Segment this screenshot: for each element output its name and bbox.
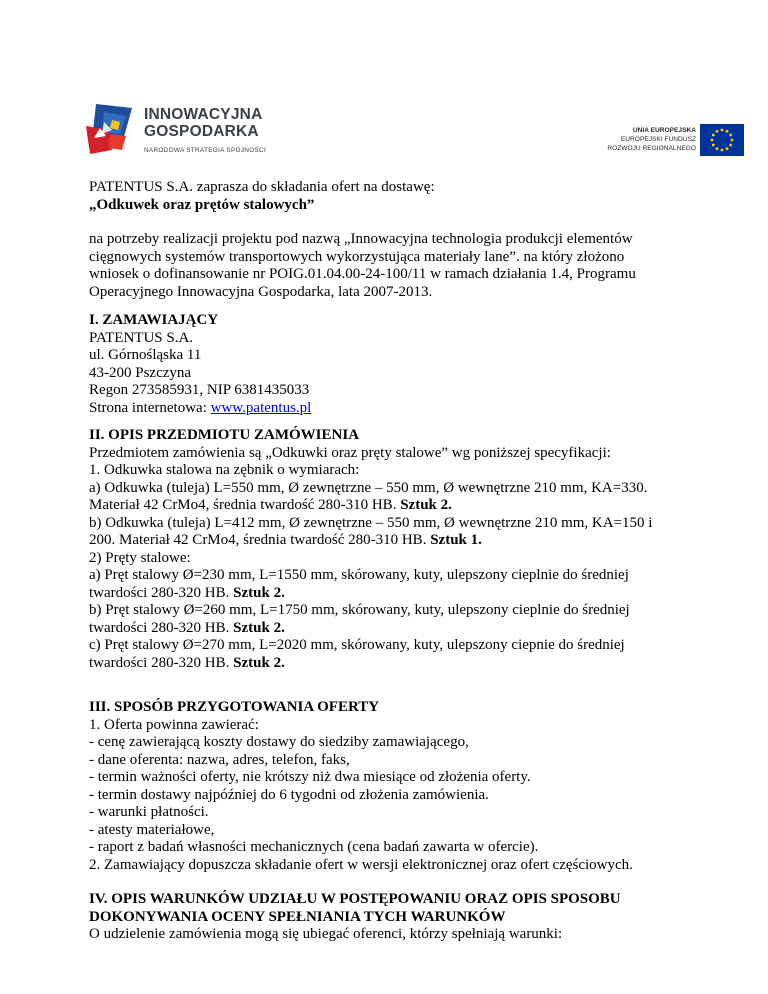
spec-line: 200. Materiał 42 CrMo4, średnia twardość 280-310 HB. Sztuk 1. bbox=[89, 532, 482, 548]
spec-line: twardości 280-320 HB. Sztuk 2. bbox=[89, 584, 285, 601]
section-warunki-udzialu bbox=[89, 891, 689, 944]
offer-line: - atesty materiałowe, bbox=[89, 821, 215, 838]
eu-flag-icon bbox=[700, 124, 744, 156]
section-heading: IV. OPIS WARUNKÓW UDZIAŁU W POSTĘPOWANIU ORAZ OPIS SPOSOBU bbox=[89, 891, 621, 907]
address-line: 43-200 Pszczyna bbox=[89, 364, 192, 381]
section-zamawiajacy bbox=[89, 312, 689, 417]
project-line: cięgnowych systemów transportowych wykorzystująca materiały lane”. na który złożono bbox=[89, 248, 625, 265]
website-link[interactable]: www.patentus.pl bbox=[210, 399, 312, 416]
ig-emblem-icon bbox=[82, 100, 140, 160]
offer-line: - warunki płatności. bbox=[89, 804, 209, 820]
spec-line: Przedmiotem zamówienia są „Odkuwki oraz pręty stalowe” wg poniższej specyfikacji: bbox=[89, 444, 611, 461]
project-line: na potrzeby realizacji projektu pod nazwą „Innowacyjna technologia produkcji elementów bbox=[89, 231, 633, 247]
address-line: ul. Górnośląska 11 bbox=[89, 347, 202, 363]
spec-line: b) Odkuwka (tuleja) L=412 mm, Ø zewnętrzne – 550 mm, Ø wewnętrzne 210 mm, KA=150 i bbox=[89, 514, 653, 531]
spec-line: a) Odkuwka (tuleja) L=550 mm, Ø zewnętrzne – 550 mm, Ø wewnętrzne 210 mm, KA=330. bbox=[89, 479, 648, 496]
section-heading: I. ZAMAWIAJĄCY bbox=[89, 312, 219, 328]
section-heading: III. SPOSÓB PRZYGOTOWANIA OFERTY bbox=[89, 699, 380, 715]
intro-block bbox=[89, 179, 689, 214]
address-line: Regon 273585931, NIP 6381435033 bbox=[89, 382, 310, 398]
ig-logo-title: INNOWACYJNA GOSPODARKA bbox=[144, 106, 263, 140]
offer-line: 2. Zamawiający dopuszcza składanie ofert w wersji elektronicznej oraz ofert częściowych. bbox=[89, 856, 633, 873]
offer-line: 1. Oferta powinna zawierać: bbox=[89, 716, 259, 733]
offer-line: - dane oferenta: nazwa, adres, telefon, faks, bbox=[89, 751, 350, 768]
project-description bbox=[89, 231, 689, 301]
section-sposob-przygotowania bbox=[89, 699, 689, 874]
project-line: Operacyjnego Innowacyjna Gospodarka, lata 2007-2013. bbox=[89, 283, 433, 300]
section-heading: DOKONYWANIA OCENY SPEŁNIANIA TYCH WARUNKÓW bbox=[89, 908, 506, 925]
conditions-line: O udzielenie zamówienia mogą się ubiegać oferenci, którzy spełniają warunki: bbox=[89, 926, 563, 942]
offer-line: - termin ważności oferty, nie krótszy niż dwa miesiące od złożenia oferty. bbox=[89, 769, 531, 785]
spec-line: b) Pręt stalowy Ø=260 mm, L=1750 mm, skórowany, kuty, ulepszony cieplnie do średniej bbox=[89, 602, 630, 618]
innowacyjna-gospodarka-logo bbox=[82, 100, 272, 164]
section-heading: II. OPIS PRZEDMIOTU ZAMÓWIENIA bbox=[89, 427, 360, 443]
spec-line: Materiał 42 CrMo4, średnia twardość 280-310 HB. Sztuk 2. bbox=[89, 497, 452, 513]
spec-line: a) Pręt stalowy Ø=230 mm, L=1550 mm, skórowany, kuty, ulepszony cieplnie do średniej bbox=[89, 567, 629, 583]
project-line: wniosek o dofinansowanie nr POIG.01.04.00-24-100/11 w ramach działania 1.4, Programu bbox=[89, 266, 636, 282]
address-line: PATENTUS S.A. bbox=[89, 329, 194, 346]
spec-line: twardości 280-320 HB. Sztuk 2. bbox=[89, 654, 285, 671]
spec-line: c) Pręt stalowy Ø=270 mm, L=2020 mm, skórowany, kuty, ulepszony ciepnie do średniej bbox=[89, 637, 625, 653]
tender-title: „Odkuwek oraz prętów stalowych” bbox=[89, 196, 315, 213]
ig-logo-subtitle: NARODOWA STRATEGIA SPÓJNOŚCI bbox=[144, 147, 267, 154]
spec-line: 1. Odkuwka stalowa na zębnik o wymiarach: bbox=[89, 462, 360, 478]
eu-logo-text: UNIA EUROPEJSKA EUROPEJSKI FUNDUSZ ROZWOJU REGIONALNEGO bbox=[607, 127, 696, 152]
website-line: Strona internetowa: www.patentus.pl bbox=[89, 399, 312, 416]
offer-line: - raport z badań własności mechanicznych (cena badań zawarta w ofercie). bbox=[89, 839, 539, 855]
offer-line: - termin dostawy najpóźniej do 6 tygodni od złożenia zamówienia. bbox=[89, 786, 489, 803]
offer-line: - cenę zawierającą koszty dostawy do siedziby zamawiającego, bbox=[89, 734, 469, 750]
spec-line: 2) Pręty stalowe: bbox=[89, 549, 191, 566]
section-opis-przedmiotu bbox=[89, 427, 689, 672]
spec-line: twardości 280-320 HB. Sztuk 2. bbox=[89, 619, 285, 636]
eu-logo bbox=[584, 124, 744, 160]
intro-line: PATENTUS S.A. zaprasza do składania ofert na dostawę: bbox=[89, 179, 435, 195]
